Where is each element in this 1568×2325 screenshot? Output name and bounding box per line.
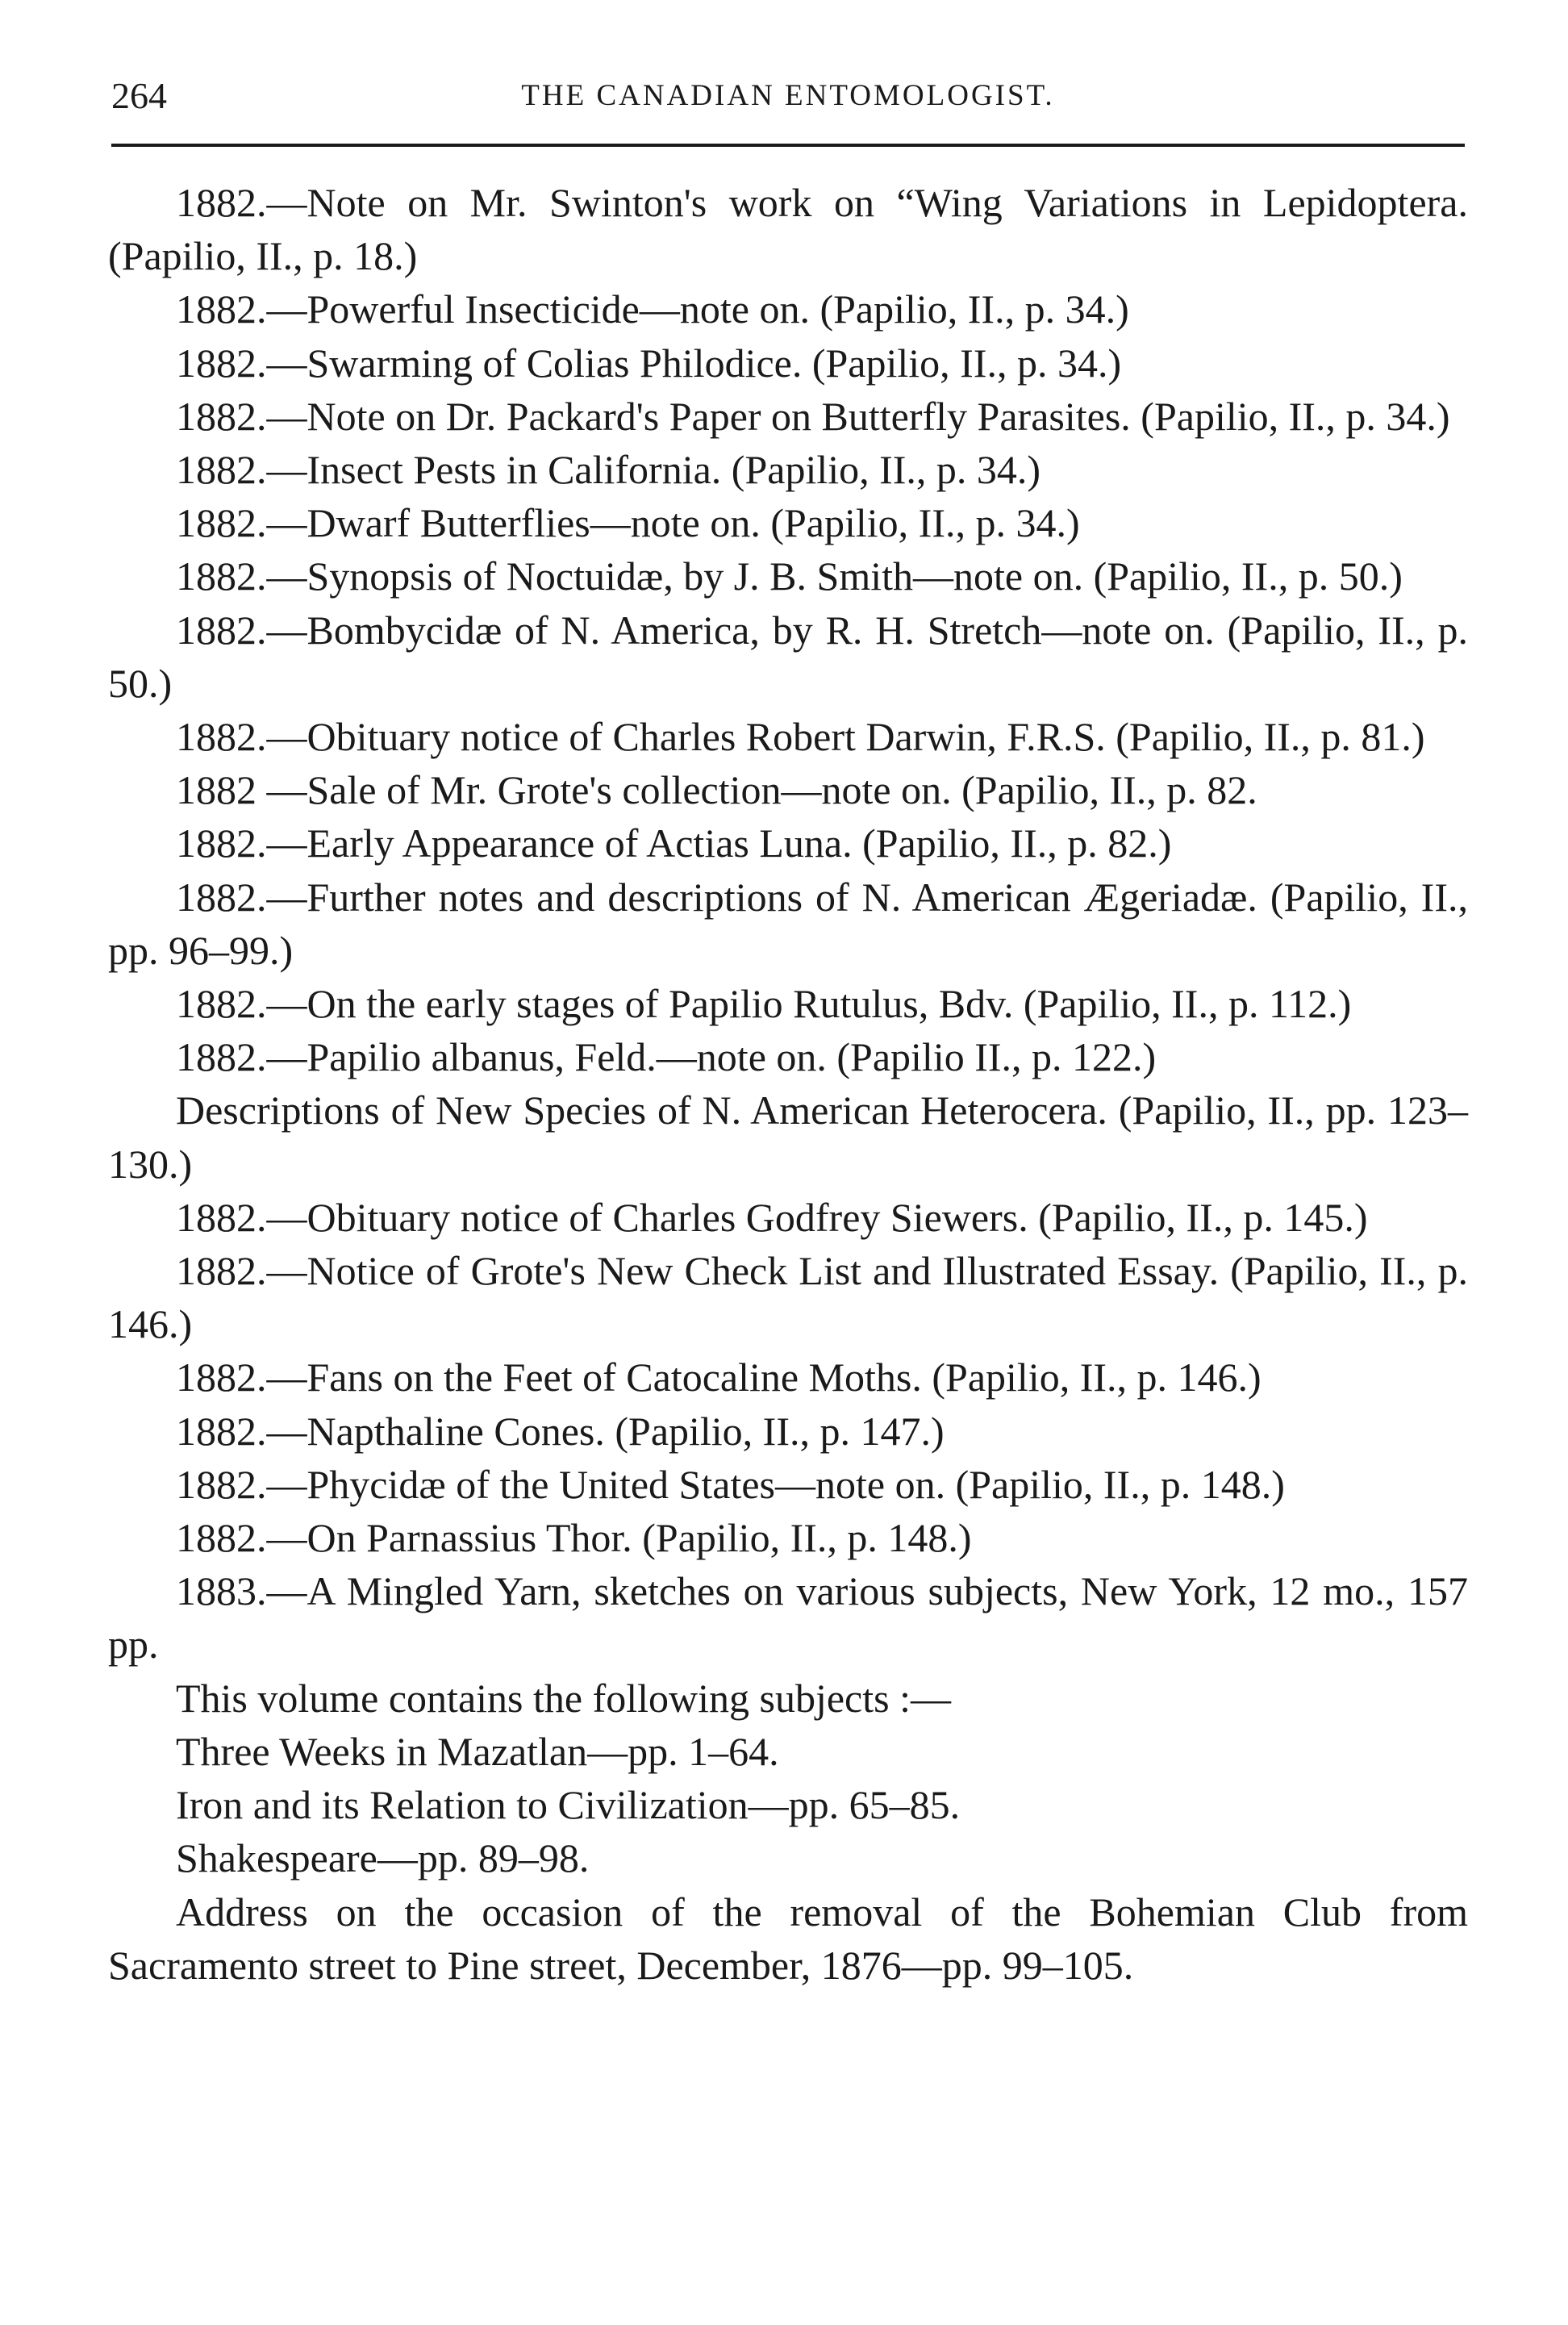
list-item: 1882.—Note on Dr. Packard's Paper on Butterfly Parasites. (Papilio, II., p. 34.) [176,393,1450,439]
list-item: 1882.—Note on Mr. Swinton's work on “Wing Variations in Lepidoptera. (Papilio, II., p. 18.) [108,180,1468,279]
page-number: 264 [111,75,167,116]
list-item: This volume contains the following subjects :— [176,1675,951,1721]
list-item: Address on the occasion of the removal of the Bohemian Club from Sacramento street to Pine street, December, 1876—pp. 99–105. [108,1889,1468,1988]
list-item: 1882.—Phycidæ of the United States—note on. (Papilio, II., p. 148.) [176,1461,1285,1507]
running-title: THE CANADIAN ENTOMOLOGIST. [521,79,1055,112]
list-item: 1882.—Obituary notice of Charles Robert Darwin, F.R.S. (Papilio, II., p. 81.) [176,714,1425,760]
list-item: 1882.—Notice of Grote's New Check List and Illustrated Essay. (Papilio, II., p. 146.) [108,1248,1468,1347]
list-item: 1882.—Powerful Insecticide—note on. (Papilio, II., p. 34.) [176,286,1129,332]
list-item: 1882.—Papilio albanus, Feld.—note on. (Papilio II., p. 122.) [176,1034,1157,1080]
bibliography-list [108,176,1468,1992]
list-item: 1882.—Insect Pests in California. (Papilio, II., p. 34.) [176,447,1041,493]
list-item: 1883.—A Mingled Yarn, sketches on various subjects, New York, 12 mo., 157 pp. [108,1568,1468,1668]
page-header [111,68,1465,124]
list-item: Iron and its Relation to Civilization—pp. 65–85. [176,1782,961,1828]
list-item: 1882.—Napthaline Cones. (Papilio, II., p. 147.) [176,1408,945,1454]
list-item: 1882.—Bombycidæ of N. America, by R. H. Stretch—note on. (Papilio, II., p. 50.) [108,607,1468,706]
list-item: 1882.—Dwarf Butterflies—note on. (Papilio, II., p. 34.) [176,500,1080,546]
header-rule [111,144,1465,147]
list-item: 1882.—Fans on the Feet of Catocaline Moths. (Papilio, II., p. 146.) [176,1355,1261,1400]
list-item: 1882.—Swarming of Colias Philodice. (Papilio, II., p. 34.) [176,340,1122,386]
list-item: 1882 —Sale of Mr. Grote's collection—note on. (Papilio, II., p. 82. [176,767,1257,813]
list-item: 1882.—Early Appearance of Actias Luna. (Papilio, II., p. 82.) [176,820,1172,866]
list-item: Shakespeare—pp. 89–98. [176,1835,590,1881]
list-item: Descriptions of New Species of N. American Heterocera. (Papilio, II., pp. 123–130.) [108,1087,1468,1187]
list-item: Three Weeks in Mazatlan—pp. 1–64. [176,1728,779,1774]
list-item: 1882.—Obituary notice of Charles Godfrey Siewers. (Papilio, II., p. 145.) [176,1194,1368,1240]
list-item: 1882.—Further notes and descriptions of N. American Ægeriadæ. (Papilio, II., pp. 96–99.) [108,874,1468,973]
list-item: 1882.—On Parnassius Thor. (Papilio, II., p. 148.) [176,1515,972,1561]
list-item: 1882.—Synopsis of Noctuidæ, by J. B. Smith—note on. (Papilio, II., p. 50.) [176,553,1403,599]
list-item: 1882.—On the early stages of Papilio Rutulus, Bdv. (Papilio, II., p. 112.) [176,981,1352,1027]
